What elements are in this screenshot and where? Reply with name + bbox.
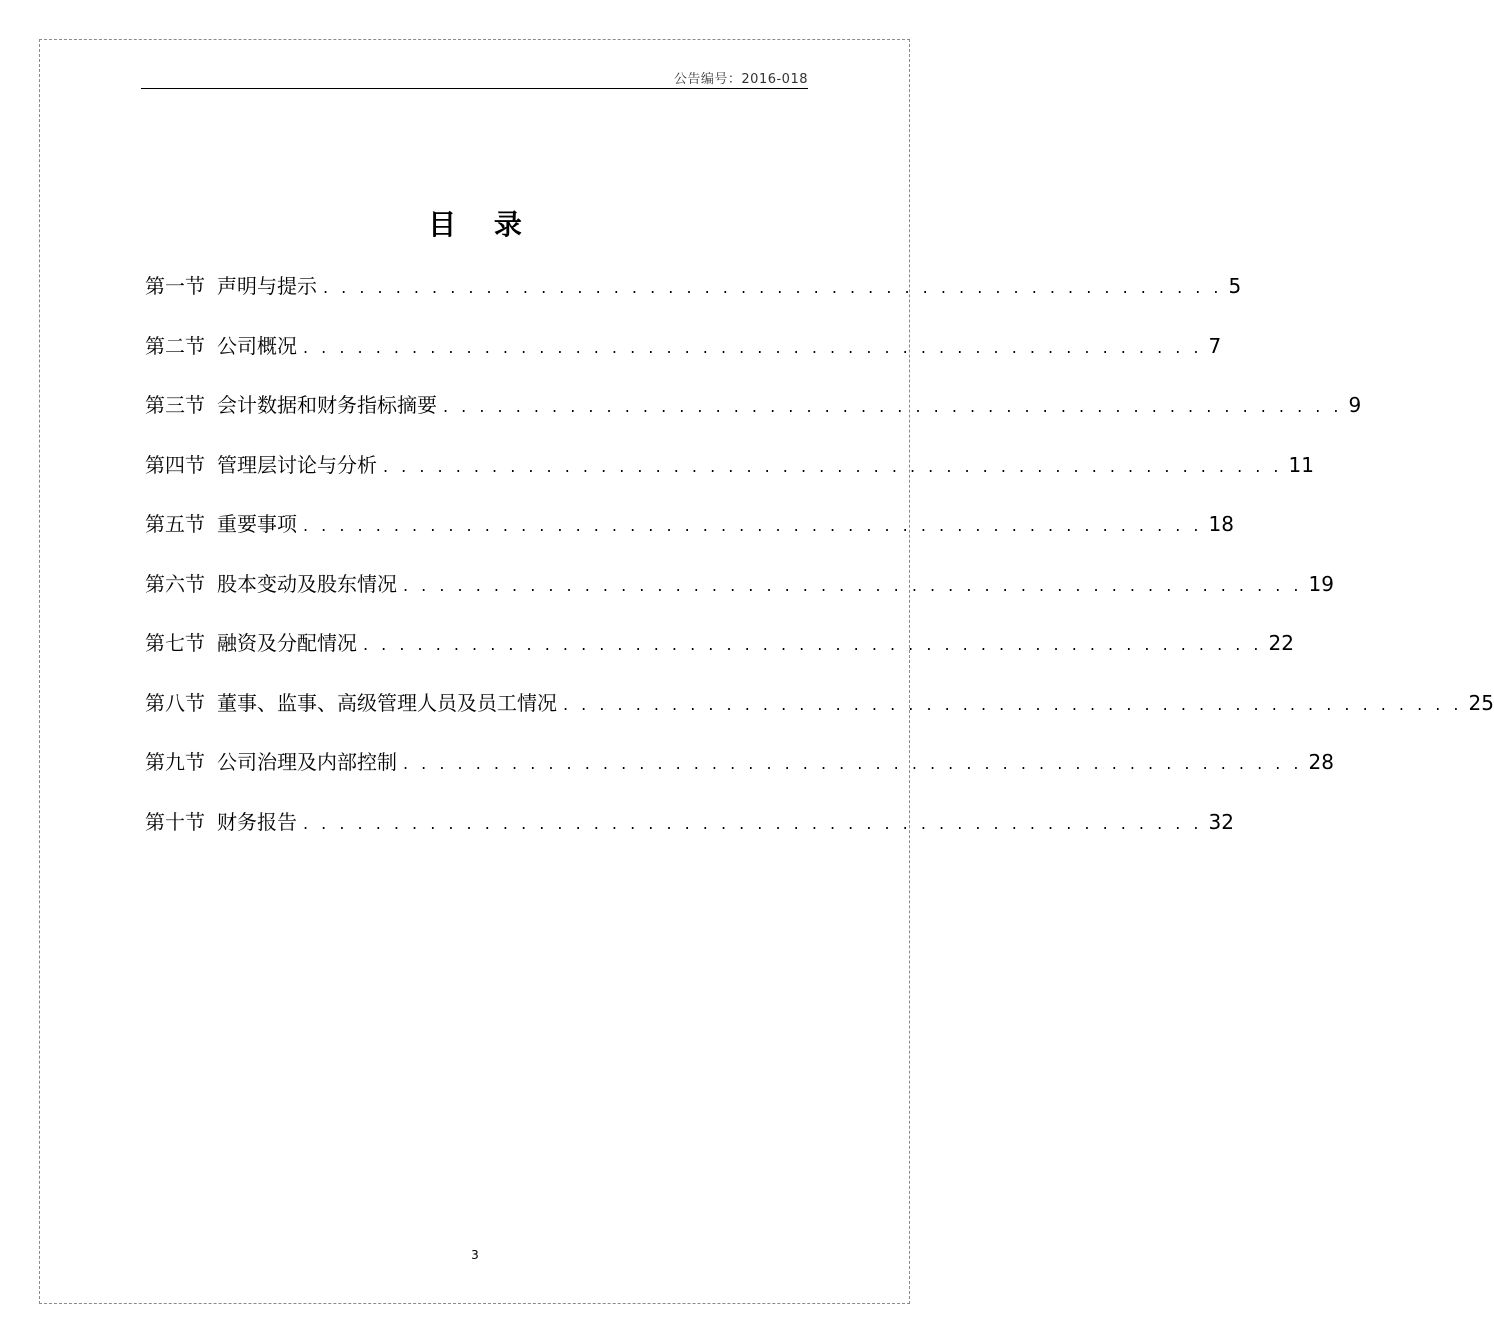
toc-section-number: 第十节 bbox=[145, 809, 205, 834]
toc-page-number: 7 bbox=[1208, 333, 1222, 358]
toc-section-number: 第三节 bbox=[145, 393, 205, 417]
toc-section-title: 财务报告 bbox=[217, 809, 297, 834]
page-number: 3 bbox=[471, 1248, 479, 1262]
toc-section-number: 第四节 bbox=[145, 452, 205, 477]
toc-section-number: 第八节 bbox=[145, 690, 205, 715]
notice-number: 公告编号：2016-018 bbox=[673, 72, 808, 87]
toc-section-number: 第二节 bbox=[145, 333, 205, 358]
toc-entry[interactable] bbox=[145, 504, 1234, 564]
toc-entry[interactable] bbox=[145, 266, 1242, 326]
table-of-contents bbox=[145, 266, 1494, 861]
toc-section-number: 第六节 bbox=[145, 571, 205, 596]
toc-section-number: 第一节 bbox=[145, 274, 205, 298]
toc-page-number: 18 bbox=[1208, 512, 1234, 536]
toc-section-title: 公司治理及内部控制 bbox=[217, 750, 397, 774]
toc-page-number: 5 bbox=[1228, 274, 1242, 298]
toc-page-number: 19 bbox=[1308, 571, 1334, 596]
toc-entry[interactable] bbox=[145, 742, 1334, 802]
toc-entry[interactable] bbox=[145, 802, 1234, 862]
toc-leader-dots: . . . . . . . . . . . . . . . . . . . . . . . . . . . . . . . . . . . . . . . . . . . . . . . . . . bbox=[303, 516, 1203, 535]
toc-section-number: 第五节 bbox=[145, 512, 205, 536]
toc-leader-dots: . . . . . . . . . . . . . . . . . . . . . . . . . . . . . . . . . . . . . . . . . . . . . . . . . . bbox=[563, 694, 1463, 714]
toc-section-title: 股本变动及股东情况 bbox=[217, 571, 397, 596]
toc-section-title: 声明与提示 bbox=[217, 274, 317, 298]
toc-leader-dots: . . . . . . . . . . . . . . . . . . . . . . . . . . . . . . . . . . . . . . . . . . . . . . . . . . bbox=[363, 635, 1263, 654]
toc-entry[interactable] bbox=[145, 326, 1222, 386]
toc-leader-dots: . . . . . . . . . . . . . . . . . . . . . . . . . . . . . . . . . . . . . . . . . . . . . . . . . . bbox=[303, 813, 1203, 833]
toc-section-title: 管理层讨论与分析 bbox=[217, 452, 377, 477]
toc-leader-dots: . . . . . . . . . . . . . . . . . . . . . . . . . . . . . . . . . . . . . . . . . . . . . . . . . . bbox=[443, 397, 1343, 416]
toc-entry[interactable] bbox=[145, 623, 1294, 683]
toc-page-number: 11 bbox=[1288, 452, 1314, 477]
toc-leader-dots: . . . . . . . . . . . . . . . . . . . . . . . . . . . . . . . . . . . . . . . . . . . . . . . . . . bbox=[403, 754, 1303, 773]
toc-section-title: 公司概况 bbox=[217, 333, 297, 358]
toc-page-number: 9 bbox=[1348, 393, 1362, 417]
toc-section-number: 第七节 bbox=[145, 631, 205, 655]
toc-leader-dots: . . . . . . . . . . . . . . . . . . . . . . . . . . . . . . . . . . . . . . . . . . . . . . . . . . bbox=[323, 278, 1223, 297]
toc-leader-dots: . . . . . . . . . . . . . . . . . . . . . . . . . . . . . . . . . . . . . . . . . . . . . . . . . . bbox=[303, 337, 1203, 357]
toc-entry[interactable] bbox=[145, 385, 1362, 445]
toc-page-number: 32 bbox=[1208, 809, 1234, 834]
toc-entry[interactable] bbox=[145, 683, 1494, 743]
header-rule bbox=[141, 88, 808, 89]
toc-leader-dots: . . . . . . . . . . . . . . . . . . . . . . . . . . . . . . . . . . . . . . . . . . . . . . . . . . bbox=[403, 575, 1303, 595]
toc-page-number: 22 bbox=[1268, 631, 1294, 655]
toc-entry[interactable] bbox=[145, 445, 1314, 505]
toc-section-number: 第九节 bbox=[145, 750, 205, 774]
toc-section-title: 融资及分配情况 bbox=[217, 631, 357, 655]
toc-entry[interactable] bbox=[145, 564, 1334, 624]
toc-section-title: 重要事项 bbox=[217, 512, 297, 536]
toc-leader-dots: . . . . . . . . . . . . . . . . . . . . . . . . . . . . . . . . . . . . . . . . . . . . . . . . . . bbox=[383, 456, 1283, 476]
toc-page-number: 25 bbox=[1468, 690, 1494, 715]
toc-section-title: 会计数据和财务指标摘要 bbox=[217, 393, 437, 417]
toc-page-number: 28 bbox=[1308, 750, 1334, 774]
toc-section-title: 董事、监事、高级管理人员及员工情况 bbox=[217, 690, 557, 715]
toc-title: 目 录 bbox=[428, 208, 536, 241]
